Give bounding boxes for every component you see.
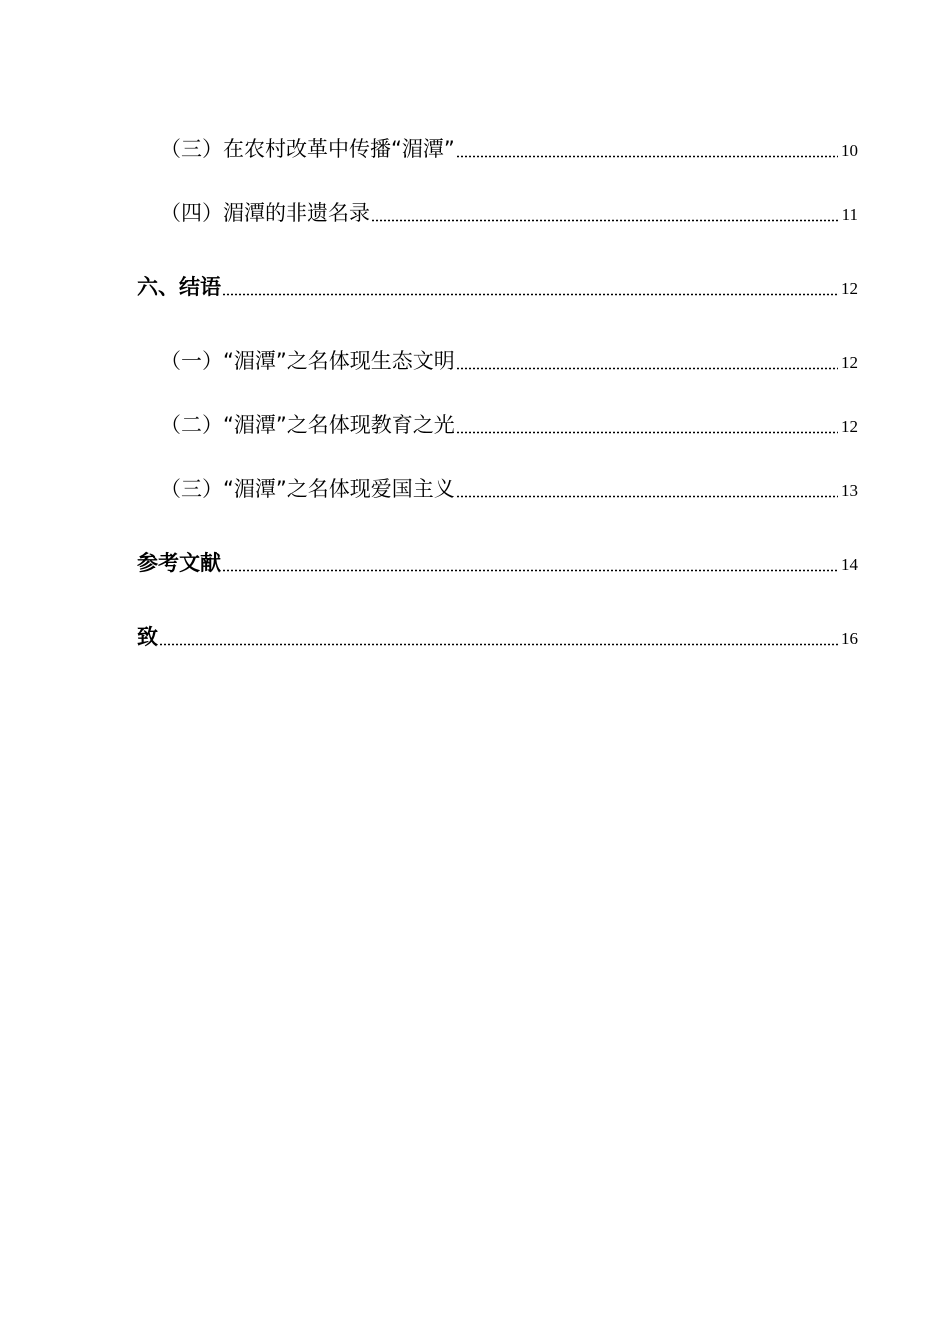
toc-entry-page-number: 12 (841, 353, 858, 372)
toc-entry-rural-reform[interactable] (0, 130, 950, 162)
toc-entry-page-number: 11 (841, 205, 858, 224)
toc-entry-title: 致 (137, 625, 158, 649)
toc-entry-title: （三）“湄潭”之名体现爱国主义 (160, 477, 455, 501)
dot-leader (371, 219, 839, 222)
toc-entry-title: （二）“湄潭”之名体现教育之光 (160, 413, 455, 437)
toc-entry-education[interactable] (0, 406, 950, 438)
toc-entry-ecological-civilization[interactable] (0, 342, 950, 374)
toc-entry-conclusion[interactable] (0, 268, 950, 300)
dot-leader (222, 569, 838, 572)
toc-entry-intangible-heritage[interactable] (0, 194, 950, 226)
dot-leader (456, 431, 838, 434)
toc-entry-page-number: 10 (841, 141, 858, 160)
toc-entry-title: （三）在农村改革中传播“湄潭” (160, 137, 455, 161)
toc-entry-title: （四）湄潭的非遗名录 (160, 201, 370, 225)
toc-entry-title: 六、结语 (137, 275, 221, 299)
toc-entry-title: （一）“湄潭”之名体现生态文明 (160, 349, 455, 373)
toc-entry-references[interactable] (0, 544, 950, 576)
toc-entry-page-number: 12 (841, 417, 858, 436)
toc-entry-patriotism[interactable] (0, 470, 950, 502)
dot-leader (456, 155, 838, 158)
toc-entry-title: 参考文献 (137, 551, 221, 575)
dot-leader (456, 367, 838, 370)
dot-leader (222, 293, 838, 296)
toc-entry-page-number: 13 (841, 481, 858, 500)
toc-entry-acknowledgements[interactable] (0, 618, 950, 650)
toc-entry-page-number: 16 (841, 629, 858, 648)
dot-leader (456, 495, 838, 498)
toc-entry-page-number: 12 (841, 279, 858, 298)
dot-leader (159, 643, 838, 646)
toc-entry-page-number: 14 (841, 555, 858, 574)
